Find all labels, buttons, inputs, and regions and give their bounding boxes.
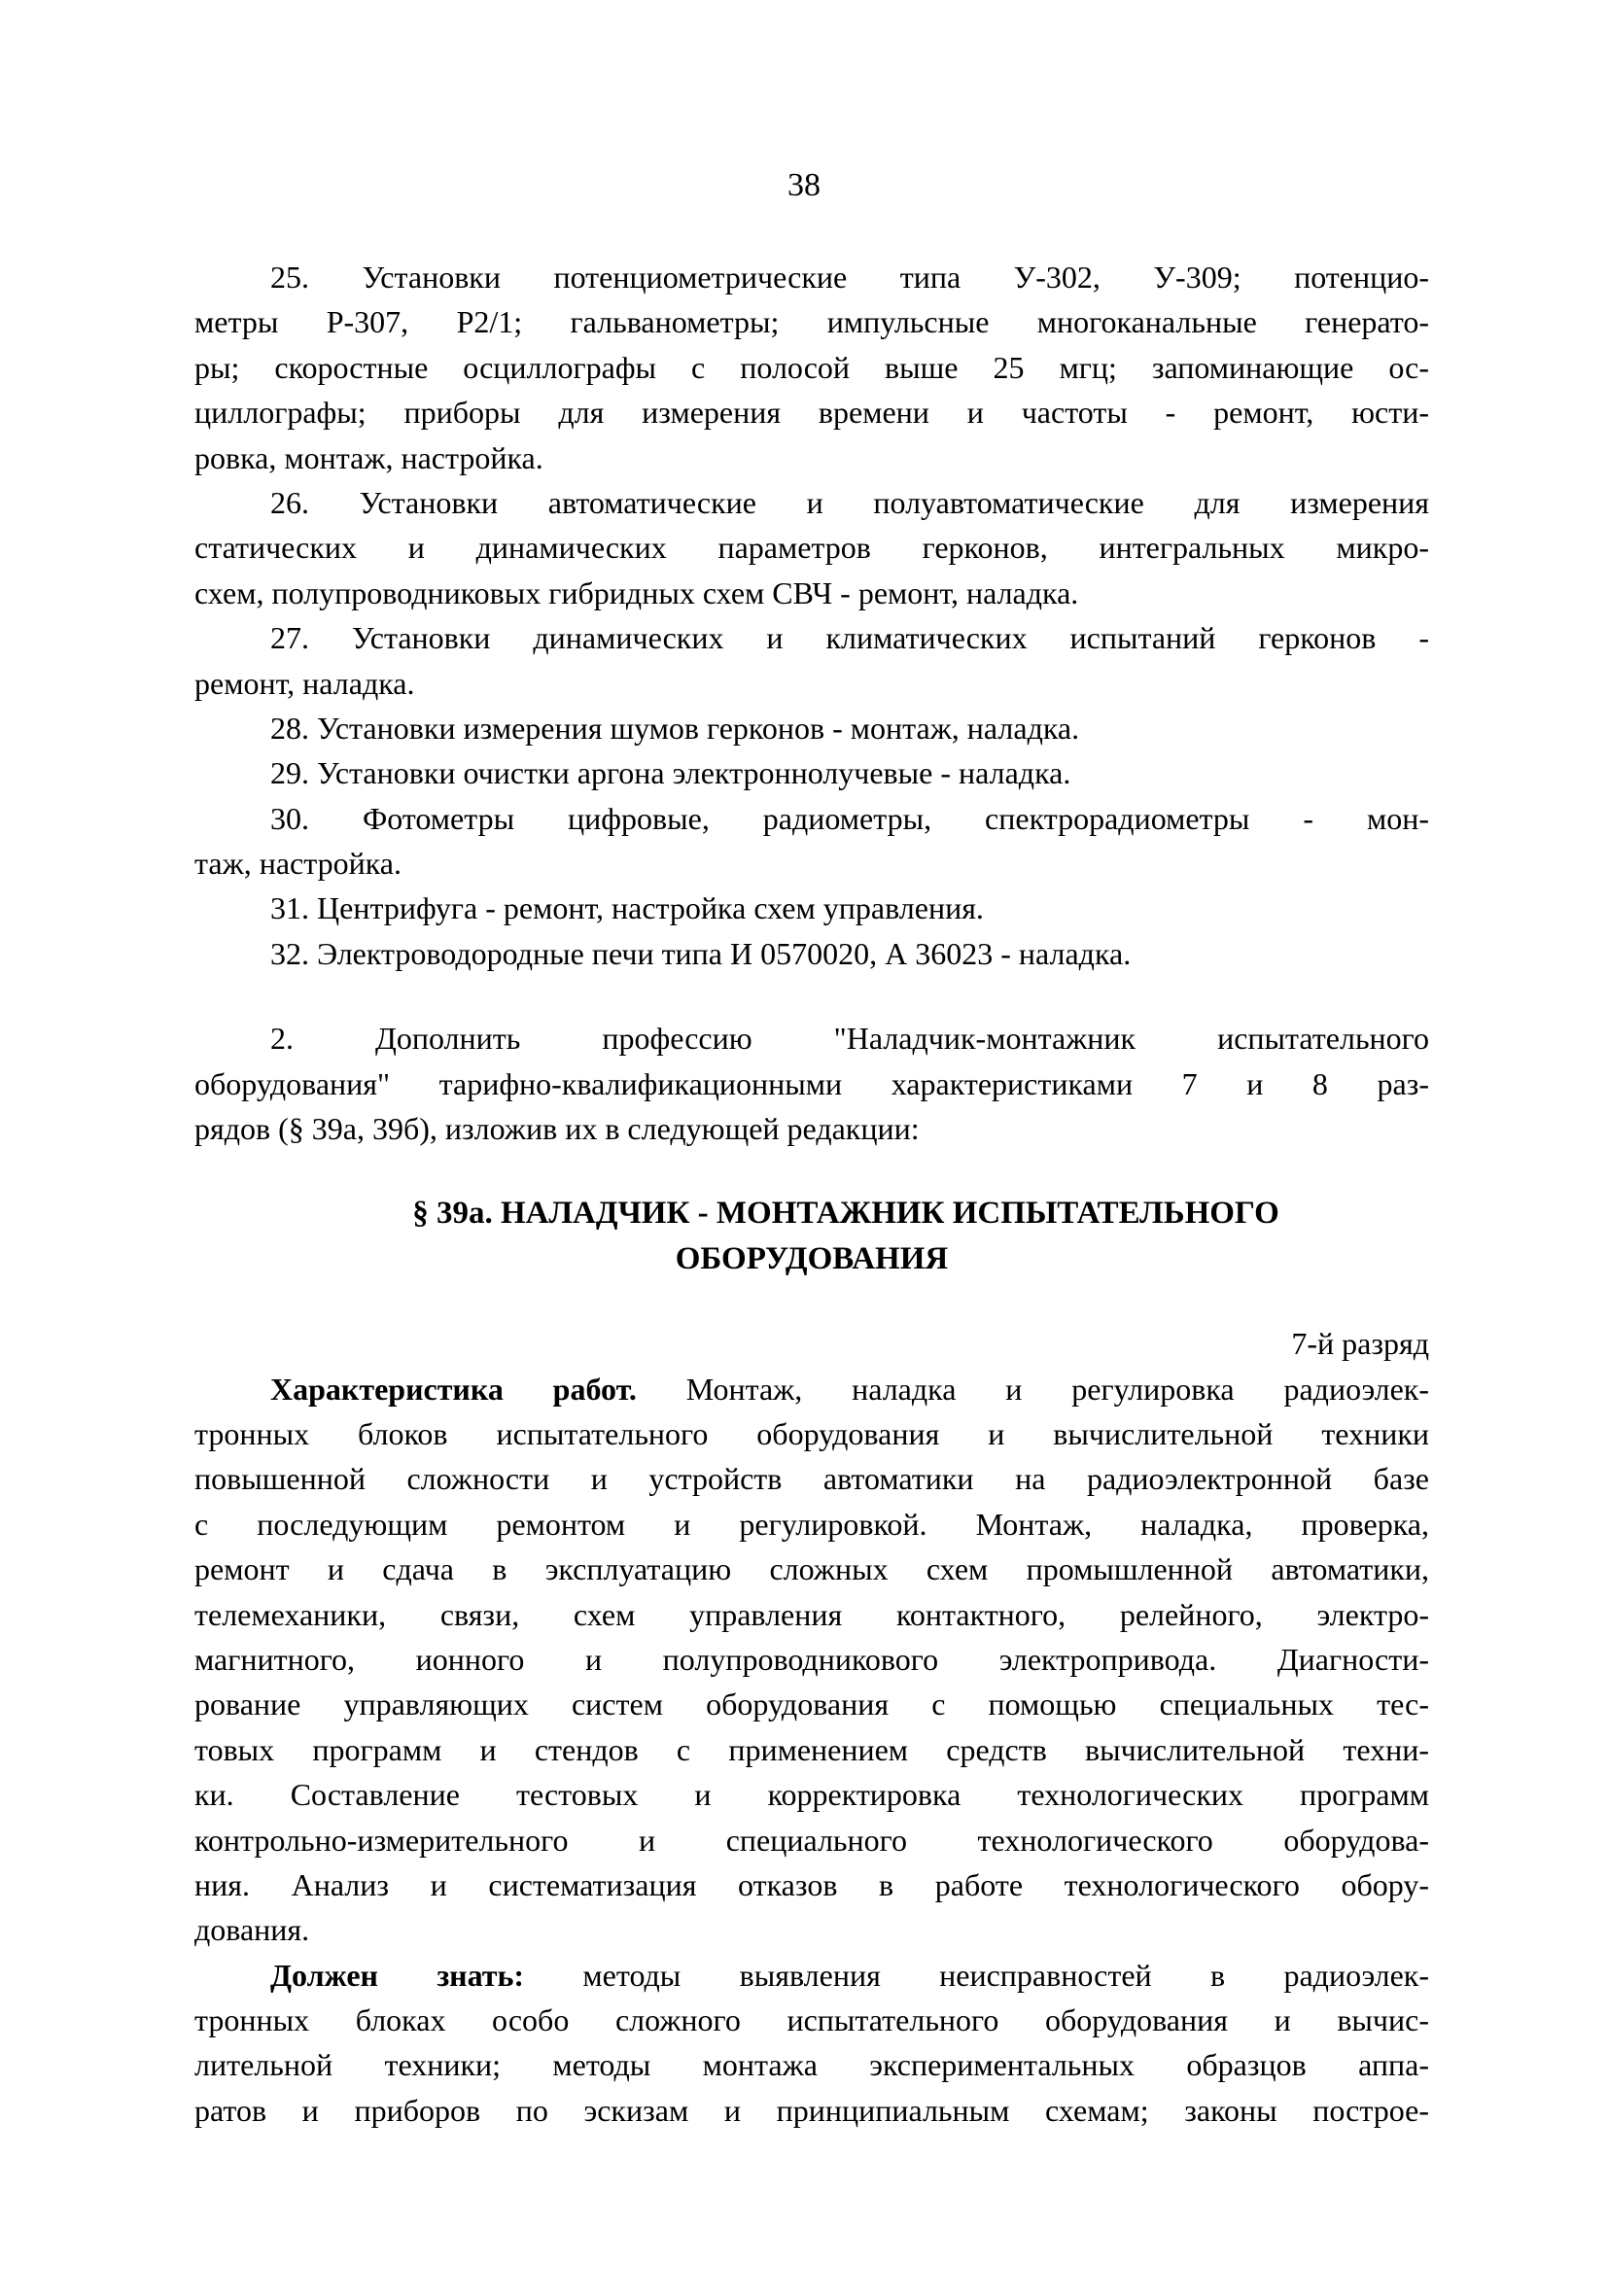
list-item (194, 255, 1429, 480)
list-item (194, 706, 1429, 750)
text-line: 29. Установки очистки аргона электроннолучевые - наладка. (270, 755, 1071, 791)
document-body (194, 255, 1429, 2133)
text-line: ры; скоростные осциллографы с полосой выше 25 мгц; запоминающие ос- (194, 349, 1429, 385)
lead-term: Характеристика работ. (270, 1371, 637, 1407)
text-line: тронных блоков испытательного оборудования и вычислительной техники (194, 1415, 1429, 1451)
text-line: оборудования" тарифно-квалификационными характеристиками 7 и 8 раз- (194, 1065, 1429, 1101)
text-line: ремонт и сдача в эксплуатацию сложных схем промышленной автоматики, (194, 1551, 1429, 1587)
text-line: схем, полупроводниковых гибридных схем СВЧ - ремонт, наладка. (194, 574, 1079, 610)
list-item (194, 796, 1429, 887)
heading-line: ОБОРУДОВАНИЯ (675, 1240, 949, 1276)
amendment-paragraph (194, 1016, 1429, 1151)
text-line: 31. Центрифуга - ремонт, настройка схем управления. (270, 890, 984, 926)
text-line: ремонт, наладка. (194, 665, 415, 701)
text-line: рядов (§ 39а, 39б), изложив их в следующей редакции: (194, 1111, 920, 1147)
text-line: 32. Электроводородные печи типа И 0570020, А 36023 - наладка. (270, 935, 1132, 971)
text-line: с последующим ремонтом и регулировкой. Монтаж, наладка, проверка, (194, 1506, 1429, 1542)
grade-label: 7-й разряд (1291, 1326, 1429, 1362)
text-line: статических и динамических параметров герконов, интегральных микро- (194, 530, 1429, 566)
text-line: циллографы; приборы для измерения времени и частоты - ремонт, юсти- (194, 395, 1429, 431)
text-line: телемеханики, связи, схем управления контактного, релейного, электро- (194, 1596, 1429, 1632)
text-line: 25. Установки потенциометрические типа У-302, У-309; потенцио- (270, 260, 1429, 295)
text-line: ния. Анализ и систематизация отказов в работе технологического обору- (194, 1866, 1429, 1902)
line-text: методы выявления неисправностей в радиоэлек- (524, 1957, 1429, 1993)
list-item (194, 750, 1429, 795)
heading-line: § 39а. НАЛАДЧИК - МОНТАЖНИК ИСПЫТАТЕЛЬНОГО (412, 1196, 1279, 1232)
work-description-paragraph (194, 1367, 1429, 1953)
text-line (194, 1367, 1429, 1411)
text-line: повышенной сложности и устройств автоматики на радиоэлектронной базе (194, 1461, 1429, 1497)
text-line (194, 1953, 1429, 1998)
text-line: дования. (194, 1912, 310, 1948)
text-line: таж, настройка. (194, 846, 402, 882)
list-item (194, 886, 1429, 930)
text-line: 26. Установки автоматические и полуавтоматические для измерения (270, 484, 1429, 520)
list-item (194, 931, 1429, 976)
text-line: ки. Составление тестовых и корректировка технологических программ (194, 1777, 1429, 1813)
text-line: лительной техники; методы монтажа экспериментальных образцов аппа- (194, 2047, 1429, 2083)
text-line: 30. Фотометры цифровые, радиометры, спектрорадиометры - мон- (270, 800, 1429, 836)
text-line: 2. Дополнить профессию "Наладчик-монтажник испытательного (270, 1021, 1429, 1057)
text-line: магнитного, ионного и полупроводникового электропривода. Диагности- (194, 1641, 1429, 1677)
must-know-paragraph (194, 1953, 1429, 2134)
text-line: товых программ и стендов с применением средств вычислительной техни- (194, 1731, 1429, 1767)
list-item (194, 480, 1429, 615)
lead-term: Должен знать: (270, 1957, 525, 1993)
text-line: рование управляющих систем оборудования с помощью специальных тес- (194, 1687, 1429, 1722)
line-text: Монтаж, наладка и регулировка радиоэлек- (636, 1371, 1430, 1407)
list-item (194, 615, 1429, 706)
page-number: 38 (787, 167, 821, 203)
text-line: ратов и приборов по эскизам и принципиальным схемам; законы построе- (194, 2092, 1429, 2128)
text-line: 27. Установки динамических и климатических испытаний герконов - (270, 620, 1429, 656)
section-heading (194, 1191, 1429, 1281)
text-line: контрольно-измерительного и специального технологического оборудова- (194, 1822, 1429, 1858)
text-line: метры Р-307, Р2/1; гальванометры; импульсные многоканальные генерато- (194, 304, 1429, 340)
text-line: 28. Установки измерения шумов герконов - монтаж, наладка. (270, 710, 1080, 746)
text-line: ровка, монтаж, настройка. (194, 439, 543, 475)
text-line: тронных блоках особо сложного испытательного оборудования и вычис- (194, 2002, 1429, 2038)
